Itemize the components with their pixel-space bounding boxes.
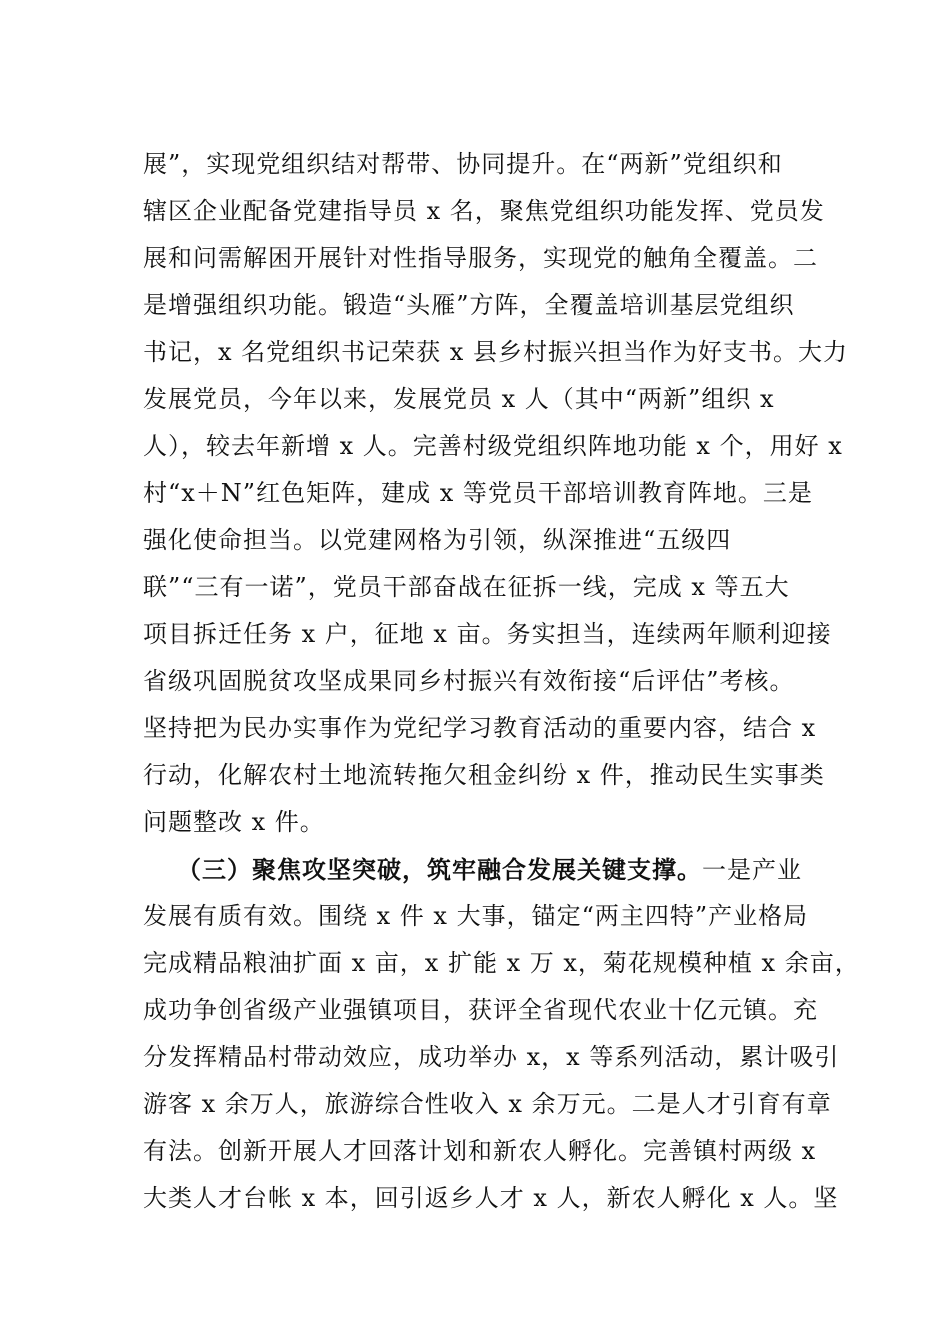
text-line: 大类人才台帐 x 本，回引返乡人才 x 人，新农人孵化 x 人。坚 xyxy=(143,1184,839,1212)
text-line: 展”，实现党组织结对帮带、协同提升。在“两新”党组织和 xyxy=(143,150,783,178)
text-line: 是增强组织功能。锻造“头雁”方阵，全覆盖培训基层党组织 xyxy=(143,291,795,319)
text-line: 问题整改 x 件。 xyxy=(143,808,325,836)
text-line: 联”“三有一诺”，党员干部奋战在征拆一线，完成 x 等五大 xyxy=(143,573,790,601)
text-line: 辖区企业配备党建指导员 x 名，聚焦党组织功能发挥、党员发 xyxy=(143,197,825,225)
text-line: 分发挥精品村带动效应，成功举办 x，x 等系列活动，累计吸引 xyxy=(143,1043,840,1071)
section-3-first-line xyxy=(143,846,823,893)
section-3-heading: （三）聚焦攻坚突破，筑牢融合发展关键支撑。 xyxy=(177,855,702,884)
body-text xyxy=(143,141,860,1222)
text-line: 项目拆迁任务 x 户，征地 x 亩。务实担当，连续两年顺利迎接 xyxy=(143,620,832,648)
section-3-first-line-rest: 一是产业 xyxy=(702,856,802,884)
text-line: 有法。创新开展人才回落计划和新农人孵化。完善镇村两级 x xyxy=(143,1137,817,1165)
text-line: 行动，化解农村土地流转拖欠租金纠纷 x 件，推动民生实事类 xyxy=(143,761,825,789)
text-line: 村“x＋N”红色矩阵，建成 x 等党员干部培训教育阵地。三是 xyxy=(143,479,813,507)
text-line: 游客 x 余万人，旅游综合性收入 x 余万元。二是人才引育有章 xyxy=(143,1090,832,1118)
text-line: 成功争创省级产业强镇项目，获评全省现代农业十亿元镇。充 xyxy=(143,996,818,1024)
text-line: 坚持把为民办实事作为党纪学习教育活动的重要内容，结合 x xyxy=(143,714,817,742)
text-line: 强化使命担当。以党建网格为引领，纵深推进“五级四 xyxy=(143,526,732,554)
text-line: 发展有质有效。围绕 x 件 x 大事，锚定“两主四特”产业格局 xyxy=(143,902,809,930)
text-line: 省级巩固脱贫攻坚成果同乡村振兴有效衔接“后评估”考核。 xyxy=(143,667,795,695)
text-line: 展和问需解困开展针对性指导服务，实现党的触角全覆盖。二 xyxy=(143,244,818,272)
text-line: 完成精品粮油扩面 x 亩，x 扩能 x 万 x，菊花规模种植 x 余亩， xyxy=(143,949,860,977)
text-line: 发展党员，今年以来，发展党员 x 人（其中“两新”组织 x xyxy=(143,385,775,413)
text-line: 书记，x 名党组织书记荣获 x 县乡村振兴担当作为好支书。大力 xyxy=(143,338,848,366)
text-line: 人），较去年新增 x 人。完善村级党组织阵地功能 x 个，用好 x xyxy=(143,432,843,460)
